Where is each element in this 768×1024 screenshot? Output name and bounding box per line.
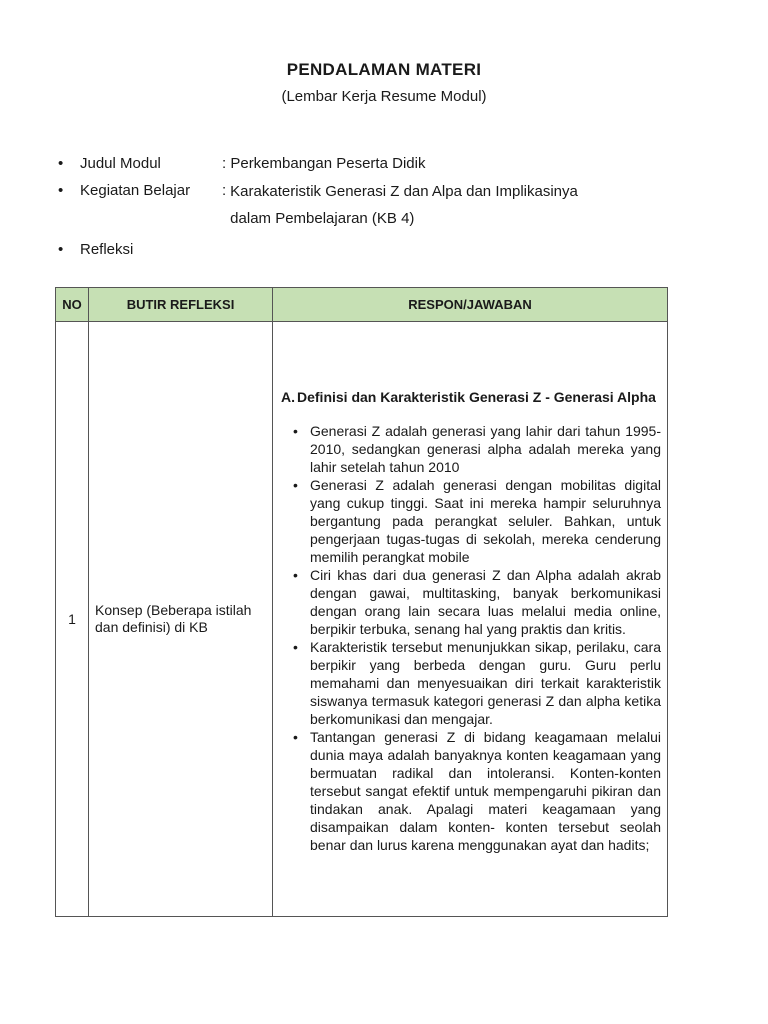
bullet-icon: •: [293, 729, 298, 745]
list-item-text: Ciri khas dari dua generasi Z dan Alpha adalah akrab dengan gawai, multitasking, banyak berkomunikasi dengan orang lain secara luas melalui media online, berpikir terbuka, senang hal yang praktis dan kritis.: [310, 567, 661, 637]
list-item-text: Generasi Z adalah generasi yang lahir dari tahun 1995-2010, sedangkan generasi alpha adalah mereka yang lahir setelah tahun 2010: [310, 423, 661, 475]
bullet-icon: •: [58, 182, 64, 199]
table-row: [56, 322, 668, 917]
section-letter: A.: [281, 389, 295, 405]
bullet-icon: •: [293, 477, 298, 493]
section-title: Definisi dan Karakteristik Generasi Z - Generasi Alpha: [297, 389, 656, 405]
header-respon-jawaban: RESPON/JAWABAN: [273, 288, 668, 322]
module-info-list: [58, 155, 698, 268]
bullet-icon: •: [293, 639, 298, 655]
page-subtitle: (Lembar Kerja Resume Modul): [281, 88, 487, 105]
judul-modul-label: Judul Modul: [80, 155, 161, 172]
bullet-icon: •: [58, 241, 64, 258]
butir-refleksi-cell: Konsep (Beberapa istilah dan definisi) di KB: [89, 322, 273, 917]
refleksi-label: Refleksi: [80, 241, 134, 258]
judul-modul-value: Perkembangan Peserta Didik: [230, 155, 426, 172]
header-no: NO: [56, 288, 89, 322]
section-heading: [281, 388, 661, 406]
list-item: [281, 476, 661, 566]
info-kegiatan-belajar: [58, 182, 698, 232]
kegiatan-belajar-separator: :: [222, 182, 227, 199]
list-item: [281, 638, 661, 728]
respon-cell: [273, 322, 668, 917]
list-item: [281, 422, 661, 476]
row-number: 1: [56, 322, 89, 917]
judul-modul-separator: :: [222, 155, 227, 172]
list-item-text: Karakteristik tersebut menunjukkan sikap, perilaku, cara berpikir yang berbeda dengan guru. Guru perlu memahami dan menyesuaikan diri terkait karakteristik siswanya termasuk kategori generasi Z dan alpha ketika berkomunikasi dan mengajar.: [310, 639, 661, 727]
bullet-icon: •: [58, 155, 64, 172]
bullet-icon: •: [293, 423, 298, 439]
list-item: [281, 566, 661, 638]
bullet-icon: •: [293, 567, 298, 583]
reflection-table: [55, 287, 668, 917]
response-bullet-list: [281, 422, 661, 854]
kegiatan-belajar-label: Kegiatan Belajar: [80, 182, 191, 199]
info-judul-modul: [58, 155, 698, 173]
page-title: PENDALAMAN MATERI: [286, 60, 482, 79]
info-refleksi: [58, 241, 698, 259]
table-header-row: [56, 288, 668, 322]
header-butir-refleksi: BUTIR REFLEKSI: [89, 288, 273, 322]
list-item-text: Tantangan generasi Z di bidang keagamaan melalui dunia maya adalah banyaknya konten keagamaan yang bermuatan radikal dan intoleransi. Konten-konten tersebut sangat efektif untuk mempengaruhi pikiran dan tindakan anak. Apalagi materi keagamaan yang disampaikan dalam konten- konten tersebut seolah benar dan lurus karena menggunakan ayat dan hadits;: [310, 729, 661, 853]
kegiatan-belajar-value: Karakateristik Generasi Z dan Alpa dan Implikasinya dalam Pembelajaran (KB 4): [230, 183, 578, 227]
list-item: [281, 728, 661, 854]
list-item-text: Generasi Z adalah generasi dengan mobilitas digital yang cukup tinggi. Saat ini mereka hampir seluruhnya bergantung pada perangkat seluler. Bahkan, untuk pengerjaan tugas-tugas di sekolah, mereka cenderung memilih perangkat mobile: [310, 477, 661, 565]
